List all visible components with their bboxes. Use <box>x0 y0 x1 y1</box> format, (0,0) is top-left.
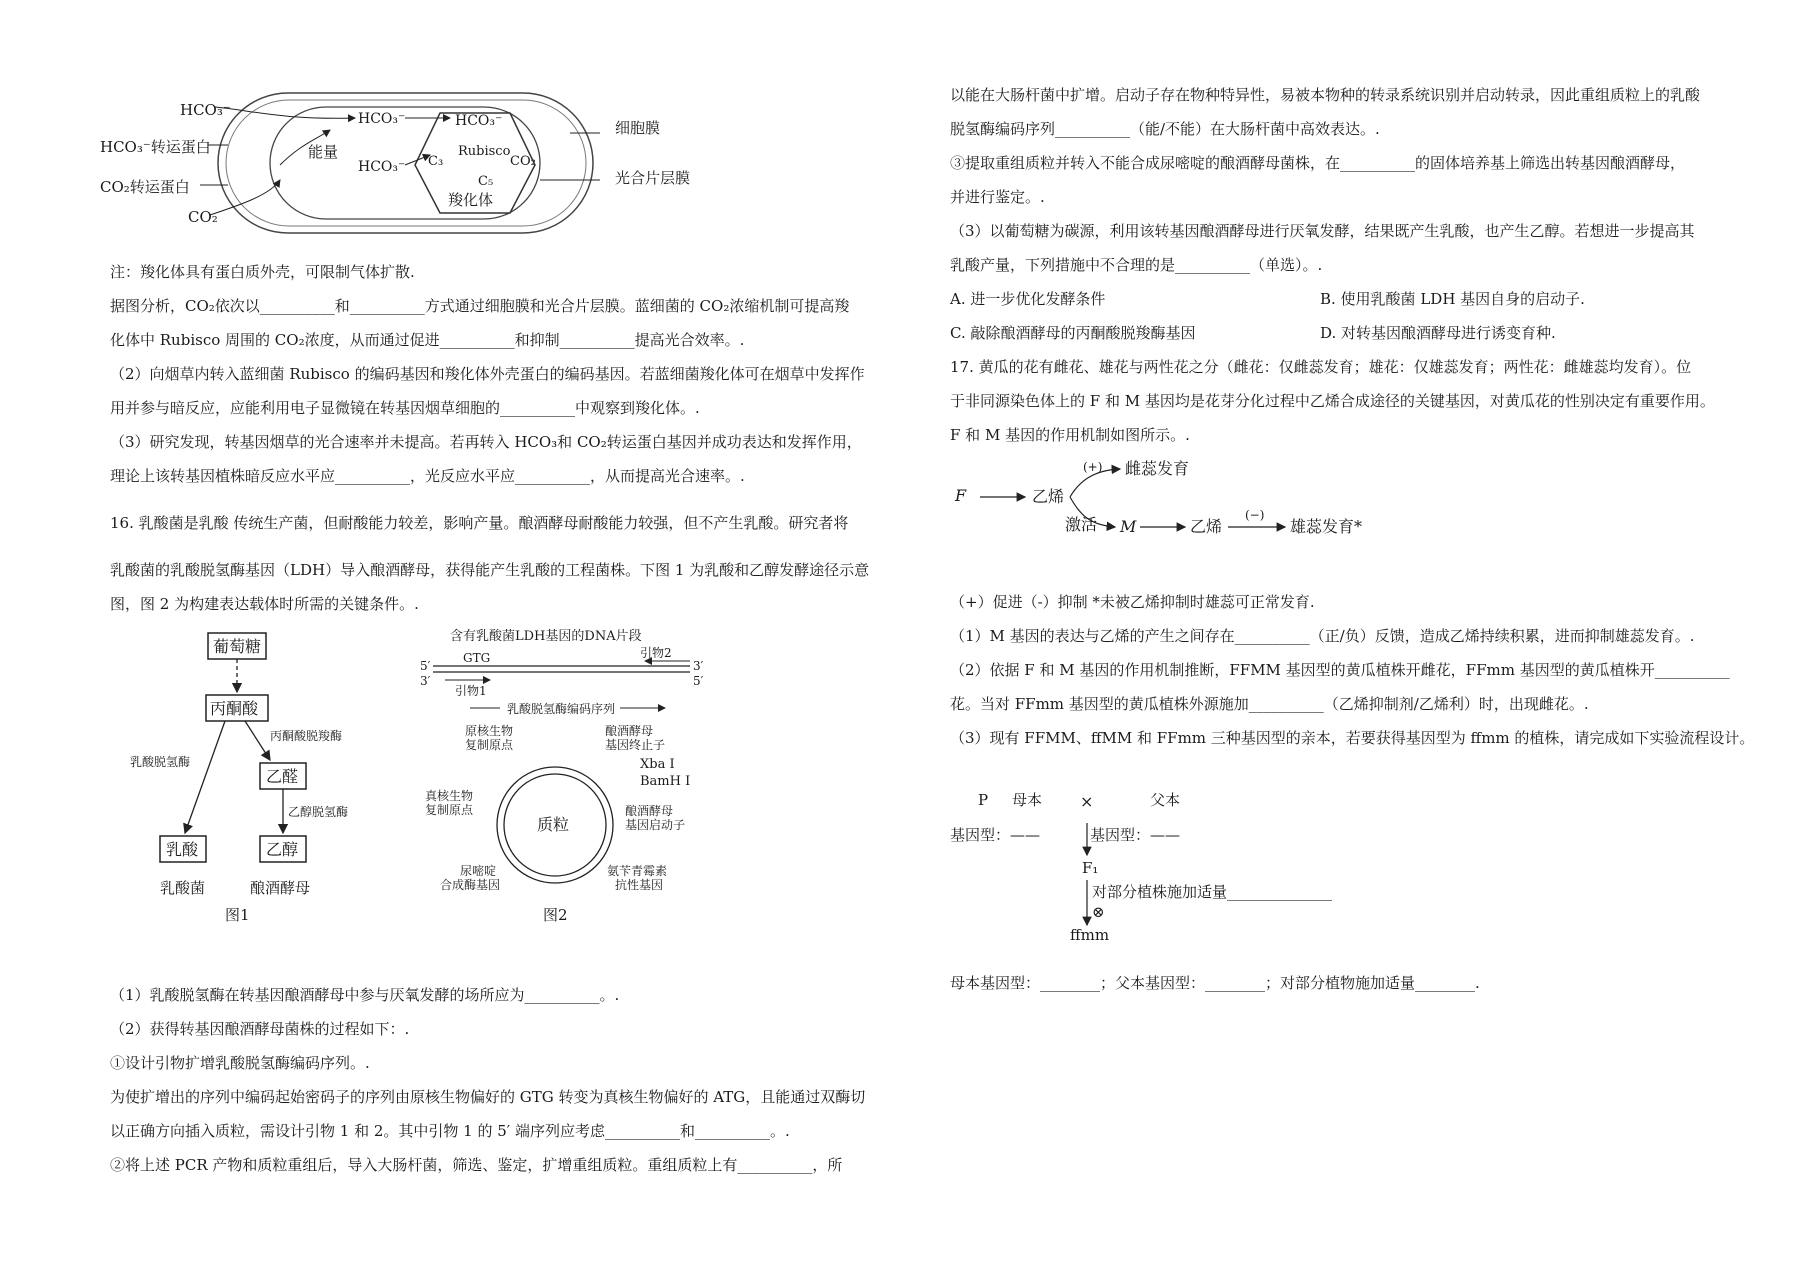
q17-s4: （3）现有 FFMM、ffMM 和 FFmm 三种基因型的亲本，若要获得基因型为 ffmm 的植株，请完成如下实验流程设计。 <box>950 729 1755 747</box>
terminator-line2: 基因终止子 <box>605 738 666 752</box>
hco3-transporter-label: HCO₃⁻转运蛋白 <box>100 138 211 156</box>
ldh-enzyme-label: 乳酸脱氢酶 <box>130 755 191 769</box>
c3-label: C₃ <box>428 154 444 169</box>
primer2-label: 引物2 <box>640 646 672 660</box>
acetaldehyde-label: 乙醛 <box>266 767 299 786</box>
pyruvate-label: 丙酮酸 <box>210 699 259 718</box>
euk-ori-label <box>425 788 474 817</box>
figure-2-caption: 图2 <box>543 906 568 924</box>
figure-1-caption: 图1 <box>225 906 250 924</box>
legend-text: （+）促进（-）抑制 *未被乙烯抑制时雄蕊可正常发育. <box>950 593 1315 611</box>
note-text: 注：羧化体具有蛋白质外壳，可限制气体扩散. <box>110 263 415 281</box>
plasmid-label: 质粒 <box>537 815 570 834</box>
r-line-1: 以能在大肠杆菌中扩增。启动子存在物种特异性，易被本物种的转录系统识别并启动转录，因此重组质粒上的乳酸 <box>950 86 1701 104</box>
r-line-6: 乳酸产量，下列措施中不合理的是__________（单选）。. <box>950 256 1323 274</box>
bam-label: BamH I <box>640 774 691 789</box>
hco3-low: HCO₃⁻ <box>358 159 406 175</box>
adh-enzyme-label: 乙醇脱氢酶 <box>288 805 349 819</box>
r-line-5: （3）以葡萄糖为碳源，利用该转基因酿酒酵母进行厌氧发酵，结果既产生乳酸，也产生乙醇。若想进一步提高其 <box>950 222 1695 240</box>
pistil-development: 雌蕊发育 <box>1125 459 1190 478</box>
gene-mechanism-figure <box>950 455 1380 555</box>
m-gene: M <box>1120 517 1137 536</box>
primer1-label: 引物1 <box>455 684 487 698</box>
q15-p5: （3）研究发现，转基因烟草的光合速率并未提高。若再转入 HCO₃和 CO₂转运蛋白基因并成功表达和发挥作用， <box>110 433 862 451</box>
ura-line2: 合成酶基因 <box>440 878 501 892</box>
hco3-outer: HCO₃⁻ <box>180 101 231 119</box>
cyanobacteria-figure <box>100 85 700 240</box>
option-a: A. 进一步优化发酵条件 <box>950 290 1106 308</box>
p-label: P <box>978 791 989 809</box>
figure-2 <box>415 625 715 930</box>
q17-intro-3: F 和 M 基因的作用机制如图所示。. <box>950 426 1190 444</box>
terminator-line1: 酿酒酵母 <box>605 724 654 738</box>
three-prime-left: 3′ <box>420 674 431 688</box>
genotype-1: 基因型：—— <box>950 826 1041 844</box>
q17-answer: 母本基因型：________；父本基因型：________；对部分植物施加适量________. <box>950 974 1480 992</box>
five-prime-right: 5′ <box>693 674 704 688</box>
rubisco-label: Rubisco <box>458 144 511 159</box>
terminator-label <box>605 723 665 752</box>
co2-transporter-label: CO₂转运蛋白 <box>100 178 190 196</box>
q16-b3: ①设计引物扩增乳酸脱氢酶编码序列。. <box>110 1054 370 1072</box>
ura-label <box>440 863 500 892</box>
amp-label <box>607 863 667 892</box>
dna-fragment-title: 含有乳酸菌LDH基因的DNA片段 <box>450 629 642 644</box>
q16-b2: （2）获得转基因酿酒酵母菌株的过程如下：. <box>110 1020 410 1038</box>
co2-outer: CO₂ <box>188 208 218 226</box>
q17-intro-1: 17. 黄瓜的花有雌花、雄花与两性花之分（雌花：仅雌蕊发育；雄花：仅雄蕊发育；两性花：雌雄蕊均发育）。位 <box>950 358 1692 376</box>
activate-label: 激活 <box>1065 515 1098 534</box>
q16-b5: 以正确方向插入质粒，需设计引物 1 和 2。其中引物 1 的 5′ 端序列应考虑__________和__________。. <box>110 1122 790 1140</box>
apply-label: 对部分植株施加适量______________ <box>1092 883 1333 901</box>
prok-ori-label <box>465 723 514 752</box>
q15-p4: 用并参与暗反应，应能利用电子显微镜在转基因烟草细胞的__________中观察到羧化体。. <box>110 399 700 417</box>
amp-line1: 氨苄青霉素 <box>607 864 668 878</box>
hco3-mid: HCO₃⁻ <box>358 111 406 127</box>
gtg-label: GTG <box>463 651 491 665</box>
cross-symbol: × <box>1080 792 1094 811</box>
cross-diagram <box>950 785 1370 945</box>
q16-intro-3: 图，图 2 为构建表达载体时所需的关键条件。. <box>110 595 419 613</box>
euk-ori-line2: 复制原点 <box>425 803 474 817</box>
q15-p6: 理论上该转基因植株暗反应水平应__________，光反应水平应__________，从而提高光合速率。. <box>110 467 745 485</box>
selfing-symbol: ⊗ <box>1092 903 1105 921</box>
option-b: B. 使用乳酸菌 LDH 基因自身的启动子. <box>1320 290 1585 308</box>
promoter-line2: 基因启动子 <box>625 818 686 832</box>
cell-membrane-outer <box>218 93 593 233</box>
lab-label: 乳酸菌 <box>160 879 206 897</box>
glucose-label: 葡萄糖 <box>213 637 262 656</box>
mother-label: 母本 <box>1012 791 1043 809</box>
q16-intro-1: 16. 乳酸菌是乳酸 传统生产菌，但耐酸能力较差，影响产量。酿酒酵母耐酸能力较强，但不产生乳酸。研究者将 <box>110 514 849 532</box>
ura-line1: 尿嘧啶 <box>460 864 497 878</box>
thylakoid-label: 光合片层膜 <box>615 169 691 187</box>
co2-inner: CO₂ <box>510 154 536 169</box>
r-line-4: 并进行鉴定。. <box>950 188 1045 206</box>
prok-ori-line1: 原核生物 <box>465 724 514 738</box>
q16-b6: ②将上述 PCR 产物和质粒重组后，导入大肠杆菌，筛选、鉴定，扩增重组质粒。重组质粒上有__________，所 <box>110 1156 843 1174</box>
q17-s1: （1）M 基因的表达与乙烯的产生之间存在__________（正/负）反馈，造成乙烯持续积累，进而抑制雄蕊发育。. <box>950 627 1695 645</box>
r-line-2: 脱氢酶编码序列__________（能/不能）在大肠杆菌中高效表达。. <box>950 120 1380 138</box>
plus-sign: (+) <box>1083 460 1103 474</box>
q17-s3: 花。当对 FFmm 基因型的黄瓜植株外源施加__________（乙烯抑制剂/乙烯利）时，出现雌花。. <box>950 695 1589 713</box>
r-line-3: ③提取重组质粒并转入不能合成尿嘧啶的酿酒酵母菌株，在__________的固体培养基上筛选出转基因酿酒酵母， <box>950 154 1686 172</box>
q16-b1: （1）乳酸脱氢酶在转基因酿酒酵母中参与厌氧发酵的场所应为__________。. <box>110 986 620 1004</box>
c5-label: C₅ <box>478 174 494 189</box>
five-prime-left: 5′ <box>420 659 431 673</box>
q15-p1: 据图分析，CO₂依次以__________和__________方式通过细胞膜和光合片层膜。蓝细菌的 CO₂浓缩机制可提高羧 <box>110 297 850 315</box>
genotype-2: 基因型：—— <box>1090 826 1181 844</box>
ethanol-label: 乙醇 <box>266 840 299 859</box>
euk-ori-line1: 真核生物 <box>425 789 474 803</box>
prok-ori-line2: 复制原点 <box>465 738 514 752</box>
q16-intro-2: 乳酸菌的乳酸脱氢酶基因（LDH）导入酿酒酵母，获得能产生乳酸的工程菌株。下图 1 为乳酸和乙醇发酵途径示意 <box>110 561 870 579</box>
cell-membrane-label: 细胞膜 <box>615 119 661 137</box>
option-d: D. 对转基因酿酒酵母进行诱变育种. <box>1320 324 1556 342</box>
figure-1 <box>120 628 370 928</box>
yeast-label: 酿酒酵母 <box>250 879 311 897</box>
pdc-enzyme-label: 丙酮酸脱羧酶 <box>270 729 343 743</box>
energy-label: 能量 <box>308 143 339 161</box>
xba-label: Xba I <box>640 757 675 772</box>
ethylene-1: 乙烯 <box>1032 487 1065 506</box>
promoter-line1: 酿酒酵母 <box>625 804 674 818</box>
promoter-label <box>625 803 685 832</box>
q16-b4: 为使扩增出的序列中编码起始密码子的序列由原核生物偏好的 GTG 转变为真核生物偏好的 ATG，且能通过双酶切 <box>110 1088 866 1106</box>
carboxysome-label: 羧化体 <box>448 191 494 209</box>
ethylene-2: 乙烯 <box>1190 517 1223 536</box>
coding-seq-label: 乳酸脱氢酶编码序列 <box>507 702 616 716</box>
lactate-label: 乳酸 <box>166 840 199 859</box>
hco3-carb: HCO₃⁻ <box>455 113 503 129</box>
q17-s2: （2）依据 F 和 M 基因的作用机制推断，FFMM 基因型的黄瓜植株开雌花，FFmm 基因型的黄瓜植株开__________ <box>950 661 1730 679</box>
three-prime-right: 3′ <box>693 659 704 673</box>
f-gene: F <box>955 486 967 505</box>
father-label: 父本 <box>1150 791 1181 809</box>
ffmm-label: ffmm <box>1070 926 1110 944</box>
minus-sign: (−) <box>1245 508 1265 522</box>
amp-line2: 抗性基因 <box>615 878 664 892</box>
stamen-development: 雄蕊发育* <box>1290 517 1363 536</box>
q15-p2: 化体中 Rubisco 周围的 CO₂浓度，从而通过促进__________和抑制__________提高光合效率。. <box>110 331 745 349</box>
option-c: C. 敲除酿酒酵母的丙酮酸脱羧酶基因 <box>950 324 1196 342</box>
q17-intro-2: 于非同源染色体上的 F 和 M 基因均是花芽分化过程中乙烯合成途径的关键基因，对黄瓜花的性别决定有重要作用。 <box>950 392 1715 410</box>
q15-p3: （2）向烟草内转入蓝细菌 Rubisco 的编码基因和羧化体外壳蛋白的编码基因。若蓝细菌羧化体可在烟草中发挥作 <box>110 365 865 383</box>
f1-label: F₁ <box>1082 859 1099 877</box>
